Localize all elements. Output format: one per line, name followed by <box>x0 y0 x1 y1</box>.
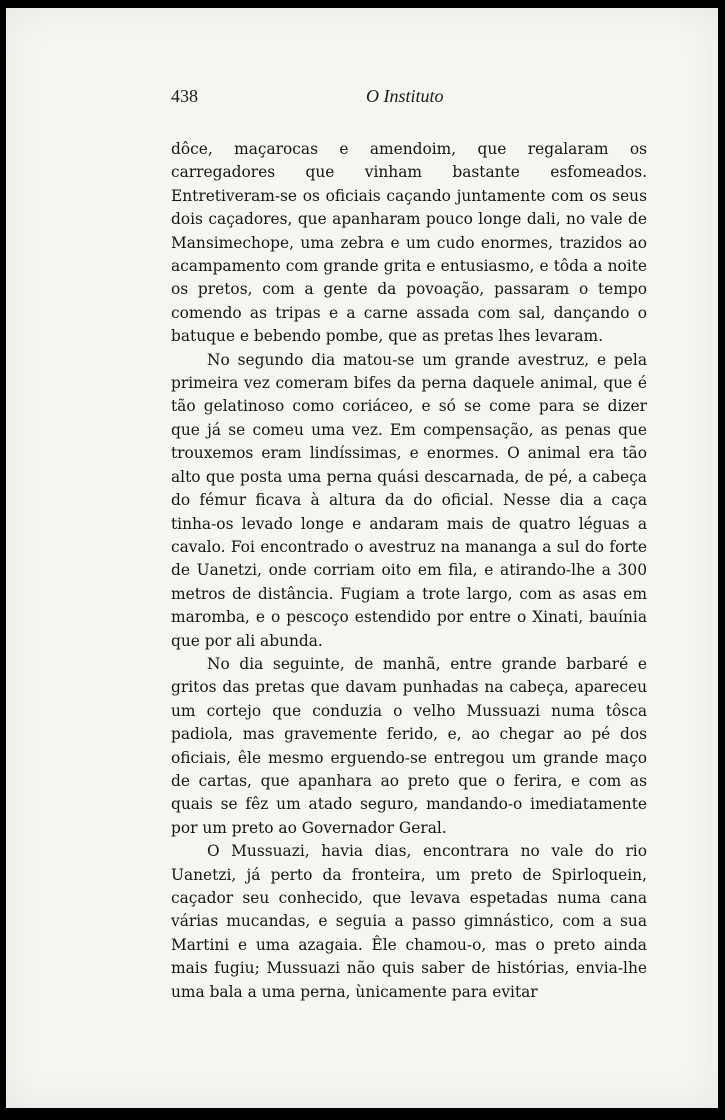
page-number: 438 <box>171 86 198 106</box>
page-header <box>166 86 648 114</box>
paragraph-continued: dôce, maçarocas e amendoim, que regalaram os carregadores que vinham bastante esfomeados. Entretiveram-se os oficiais caçando juntamente com os seus dois caçadores, que apanharam pouco longe dali, no vale de Mansimechope, uma zebra e um cudo enormes, trazidos ao acampamento com grande grita e entusiasmo, e tôda a noite os pretos, com a gente da povoação, passaram o tempo comendo as tripas e a carne assada com sal, dançando o batuque e bebendo pombe, que as pretas lhes levaram. <box>171 140 647 346</box>
book-page <box>6 8 718 1108</box>
paragraph: O Mussuazi, havia dias, encontrara no vale do rio Uanetzi, já perto da fronteira, um preto de Spirloquein, caçador seu conhecido, que levava espetadas numa cana várias mucandas, e seguia a passo gimnástico, com a sua Martini e uma azagaia. Êle chamou-o, mas o preto ainda mais fugiu; Mussuazi não quis saber de histórias, envia-lhe uma bala a uma perna, ùnicamente para evitar <box>171 842 647 1001</box>
running-title: O Instituto <box>366 86 444 106</box>
paragraph: No segundo dia matou-se um grande avestruz, e pela primeira vez comeram bifes da perna daquele animal, que é tão gelatinoso como coriáceo, e só se come para se dizer que já se comeu uma vez. Em compensação, as penas que trouxemos eram lindíssimas, e enormes. O animal era tão alto que posta uma perna quási descarnada, de pé, a cabeça do fémur ficava à altura da do oficial. Nesse dia a caça tinha-os levado longe e andaram mais de quatro léguas a cavalo. Foi encontrado o avestruz na mananga a sul do forte de Uanetzi, onde corriam oito em fila, e atirando-lhe a 300 metros de distância. Fugiam a trote largo, com as asas em maromba, e o pescoço estendido por entre o Xinati, bauínia que por ali abunda. <box>171 350 647 650</box>
paragraph: No dia seguinte, de manhã, entre grande barbaré e gritos das pretas que davam punhadas na cabeça, apareceu um cortejo que conduzia o velho Mussuazi numa tôsca padiola, mas gravemente ferido, e, ao chegar ao pé dos oficiais, êle mesmo erguendo-se entregou um grande maço de cartas, que apanhara ao preto que o ferira, e com as quais se fêz um atado seguro, mandando-o imediatamente por um preto ao Governador Geral. <box>171 654 647 837</box>
body-text <box>171 138 647 1004</box>
